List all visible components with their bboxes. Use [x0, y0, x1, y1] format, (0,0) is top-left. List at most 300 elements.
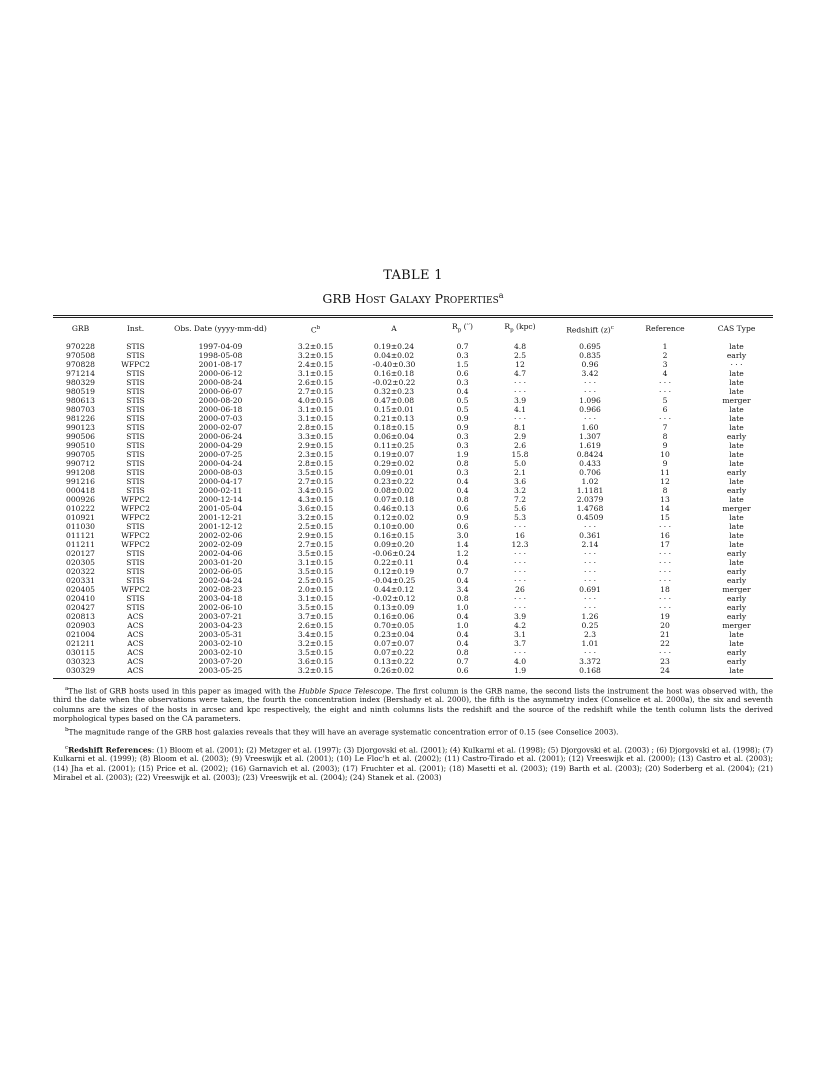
table-cell: -0.02±0.12 [372, 593, 416, 603]
table-cell: 021004 [66, 629, 95, 639]
table-cell: 3.3±0.15 [297, 431, 334, 441]
table-cell: 3.5±0.15 [297, 647, 334, 657]
note-a-mark: a [65, 685, 69, 692]
table-cell: 2000-04-24 [198, 458, 243, 468]
table-cell: STIS [126, 602, 145, 612]
table-cell: 0.3 [456, 431, 469, 441]
table-cell: 000418 [66, 485, 95, 495]
table-row [53, 666, 773, 678]
table-cell: 17 [660, 539, 670, 549]
grb-host-table [53, 318, 773, 678]
table-cell: 16 [515, 530, 525, 540]
column-header: Redshift $(z)^c$ [566, 324, 614, 335]
table-cell: 970828 [66, 359, 95, 369]
table-cell: 0.44±0.12 [373, 584, 415, 594]
table-cell: 0.9 [456, 512, 469, 522]
table-cell: 0.6 [456, 503, 469, 513]
table-row [53, 396, 773, 405]
table-cell: early [726, 656, 747, 666]
table-cell: 10 [660, 449, 670, 459]
table-row [53, 630, 773, 639]
table-cell: · · · [583, 566, 597, 576]
table-cell: 970508 [66, 350, 95, 360]
table-cell: late [729, 638, 744, 648]
table-cell: 0.4 [456, 386, 469, 396]
table-cell: STIS [126, 413, 145, 423]
table-cell: 2003-04-18 [198, 593, 243, 603]
table-cell: 0.8 [456, 494, 469, 504]
column-header: Inst. [126, 324, 145, 334]
table-cell: 3.4±0.15 [297, 629, 334, 639]
table-cell: · · · [583, 377, 597, 387]
table-cell: 1.307 [579, 431, 601, 441]
table-cell: 020331 [66, 575, 95, 585]
table-cell: 991208 [66, 467, 95, 477]
table-cell: 4.1 [513, 404, 527, 414]
table-cell: 0.9 [456, 422, 469, 432]
table-cell: 2.7±0.15 [297, 476, 334, 486]
note-a-italic: Hubble Space Telescope [298, 686, 392, 696]
note-c-text: : (1) Bloom et al. (2001); (2) Metzger et al. (1997); (3) Djorgovski et al. (2001); (4) Kulkarni et al. (1998); (5) Djorgovski et al. (2003) ; (6) Djorgovski et al. (1998); (7) Kulkarni et al. (1999); (8) Bloom et al. (2003); (9) Vreeswijk et al. (2001); (10) Le Floc'h et al. (2002); (11) Castro-Tirado et al. (2001); (12) Vreeswijk et al. (2000); (13) Castro et al. (2003); (14) Jha et al. (2001); (15) Price et al. (2002); (16) Garnavich et al. (2003); (17) Fruchter et al. (2001); (18) Masetti et al. (2003); (19) Barth et al. (2003); (20) Soderberg et al. (2004); (21) Mirabel et al. (2003); (22) Vreeswijk et al. (2003); (23) Vreeswijk et al. (2004); (24) Stanek et al. (2003) [53, 745, 774, 782]
table-cell: 2000-06-07 [198, 386, 243, 396]
table-cell: 2.0±0.15 [297, 584, 334, 594]
column-header: A [391, 324, 397, 334]
table-cell: 0.15±0.01 [373, 404, 415, 414]
table-cell: 3.2±0.15 [297, 341, 334, 351]
table-cell: STIS [126, 575, 145, 585]
table-cell: 0.96 [581, 359, 599, 369]
table-cell: late [729, 458, 744, 468]
table-cell: STIS [126, 350, 145, 360]
table-cell: 0.6 [456, 521, 469, 531]
table-cell: 0.19±0.24 [373, 341, 415, 351]
table-cell: · · · [513, 413, 527, 423]
table-cell: WFPC2 [121, 494, 150, 504]
table-cell: 4.0±0.15 [297, 395, 334, 405]
table-cell: 980613 [66, 395, 95, 405]
table-cell: 0.13±0.22 [373, 656, 415, 666]
table-cell: 3.2±0.15 [297, 638, 334, 648]
table-cell: · · · [513, 521, 527, 531]
table-cell: · · · [583, 557, 597, 567]
table-cell: 1.9 [513, 665, 527, 675]
table-cell: 22 [660, 638, 670, 648]
table-cell: early [726, 467, 747, 477]
table-cell: 0.3 [456, 440, 469, 450]
table-row [53, 414, 773, 423]
table-cell: 0.47±0.08 [373, 395, 415, 405]
table-cell: early [726, 647, 747, 657]
table-cell: · · · [658, 557, 672, 567]
table-cell: 3.9 [513, 611, 527, 621]
table-cell: 2002-04-24 [198, 575, 243, 585]
note-b-text: The magnitude range of the GRB host galaxies reveals that they will have an average systematic concentration error of 0.15 (see Conselice 2003). [68, 727, 619, 737]
table-cell: STIS [126, 593, 145, 603]
table-cell: 26 [515, 584, 525, 594]
table-cell: 990712 [66, 458, 95, 468]
table-cell: 0.3 [456, 350, 469, 360]
table-cell: 0.08±0.02 [373, 485, 415, 495]
table-cell: 2.7±0.15 [297, 386, 334, 396]
table-cell: 2 [662, 350, 668, 360]
table-cell: early [726, 611, 747, 621]
table-cell: · · · [513, 593, 527, 603]
table-cell: 0.5 [456, 404, 469, 414]
table-cell: 2002-02-06 [198, 530, 243, 540]
table-cell: 990506 [66, 431, 95, 441]
table-cell: 1.619 [579, 440, 601, 450]
table-cell: STIS [126, 557, 145, 567]
table-cell: 2003-02-10 [198, 638, 243, 648]
table-cell: 4.3±0.15 [297, 494, 334, 504]
table-caption-text: GRB Host Galaxy Properties [322, 291, 499, 307]
table-cell: 0.16±0.15 [373, 530, 415, 540]
column-header: $R_p$ (kpc) [504, 322, 536, 334]
table-cell: 2003-05-25 [198, 665, 243, 675]
table-cell: late [729, 539, 744, 549]
table-row [53, 648, 773, 657]
table-cell: -0.02±0.22 [372, 377, 416, 387]
table-cell: 7.2 [513, 494, 527, 504]
table-cell: 20 [660, 620, 670, 630]
table-cell: 980329 [66, 377, 95, 387]
table-cell: 0.23±0.04 [373, 629, 415, 639]
note-b-mark: b [65, 726, 69, 733]
table-cell: 21 [660, 629, 670, 639]
table-cell: 5.6 [513, 503, 527, 513]
table-cell: 0.22±0.11 [373, 557, 415, 567]
table-cell: · · · [658, 593, 672, 603]
table-cell: · · · [658, 575, 672, 585]
table-row [53, 549, 773, 558]
table-cell: 0.7 [456, 566, 469, 576]
column-header: Obs. Date (yyyy-mm-dd) [174, 324, 267, 334]
table-cell: 0.4 [456, 557, 469, 567]
table-row [53, 594, 773, 603]
table-cell: 0.23±0.22 [373, 476, 415, 486]
table-cell: 0.09±0.20 [373, 539, 415, 549]
table-cell: 0.29±0.02 [373, 458, 415, 468]
table-cell: WFPC2 [121, 512, 150, 522]
table-cell: late [729, 521, 744, 531]
table-cell: STIS [126, 368, 145, 378]
table-cell: late [729, 422, 744, 432]
table-cell: 3.2 [513, 485, 527, 495]
table-cell: 020427 [66, 602, 95, 612]
table-cell: 1.01 [581, 638, 599, 648]
table-cell: WFPC2 [121, 530, 150, 540]
table-row [53, 657, 773, 666]
table-cell: 2.9±0.15 [297, 440, 334, 450]
table-cell: WFPC2 [121, 539, 150, 549]
table-cell: late [729, 377, 744, 387]
table-cell: 8 [662, 485, 668, 495]
table-cell: 0.361 [579, 530, 601, 540]
table-cell: 2002-02-09 [198, 539, 243, 549]
table-cell: 980519 [66, 386, 95, 396]
table-row [53, 558, 773, 567]
table-cell: late [729, 494, 744, 504]
table-cell: 2.6±0.15 [297, 377, 334, 387]
table-cell: 2001-05-04 [198, 503, 243, 513]
table-cell: 2.8±0.15 [297, 422, 334, 432]
table-cell: 9 [662, 458, 668, 468]
table-cell: 4 [662, 368, 668, 378]
table-cell: 12 [515, 359, 525, 369]
table-cell: · · · [583, 386, 597, 396]
table-row [53, 378, 773, 387]
table-cell: 020903 [66, 620, 95, 630]
table-cell: 9 [662, 440, 668, 450]
table-cell: · · · [513, 602, 527, 612]
table-row [53, 486, 773, 495]
table-cell: 2000-06-18 [198, 404, 243, 414]
table-cell: 8 [662, 431, 668, 441]
table-cell: 2003-07-20 [198, 656, 243, 666]
table-cell: · · · [658, 566, 672, 576]
table-cell: 4.2 [513, 620, 527, 630]
table-cell: 2.6 [513, 440, 527, 450]
table-cell: 1.0 [456, 602, 469, 612]
table-row [53, 351, 773, 360]
table-cell: STIS [126, 449, 145, 459]
table-cell: 3.2±0.15 [297, 512, 334, 522]
table-cell: 3.5±0.15 [297, 467, 334, 477]
note-c [53, 744, 773, 782]
table-cell: 030323 [66, 656, 95, 666]
table-cell: STIS [126, 386, 145, 396]
table-row [53, 468, 773, 477]
table-cell: 990705 [66, 449, 95, 459]
table-cell: 0.10±0.00 [373, 521, 415, 531]
table-cell: 12.3 [511, 539, 529, 549]
table-cell: 2.5±0.15 [297, 575, 334, 585]
table-cell: 0.12±0.19 [373, 566, 415, 576]
table-cell: 1.60 [581, 422, 599, 432]
table-cell: 0.3 [456, 377, 469, 387]
table-cell: STIS [126, 476, 145, 486]
table-cell: late [729, 530, 744, 540]
table-cell: 5.0 [513, 458, 527, 468]
table-cell: 0.433 [579, 458, 601, 468]
table-row [53, 603, 773, 612]
table-cell: WFPC2 [121, 503, 150, 513]
table-cell: 2000-08-03 [198, 467, 243, 477]
table-cell: early [726, 593, 747, 603]
table-cell: 19 [660, 611, 670, 621]
table-row [53, 495, 773, 504]
table-cell: 0.12±0.02 [373, 512, 415, 522]
table-cell: 3.4±0.15 [297, 485, 334, 495]
table-cell: late [729, 386, 744, 396]
table-cell: · · · [583, 602, 597, 612]
table-cell: 2002-08-23 [198, 584, 243, 594]
table-cell: -0.40±0.30 [372, 359, 416, 369]
table-cell: STIS [126, 341, 145, 351]
table-row [53, 612, 773, 621]
bottom-rule [53, 678, 773, 679]
table-cell: STIS [126, 566, 145, 576]
table-cell: 1998-05-08 [198, 350, 243, 360]
table-cell: late [729, 512, 744, 522]
table-cell: STIS [126, 422, 145, 432]
table-row [53, 360, 773, 369]
table-cell: 2.14 [581, 539, 599, 549]
table-cell: 0.32±0.23 [373, 386, 415, 396]
table-cell: 0.26±0.02 [373, 665, 415, 675]
table-cell: 0.168 [579, 665, 601, 675]
table-cell: 3.6±0.15 [297, 656, 334, 666]
table-cell: 030115 [66, 647, 95, 657]
table-cell: late [729, 413, 744, 423]
table-cell: 11 [660, 467, 670, 477]
table-cell: 990123 [66, 422, 95, 432]
table-cell: late [729, 557, 744, 567]
table-cell: merger [722, 584, 751, 594]
table-cell: 011121 [66, 530, 95, 540]
table-cell: 15 [660, 512, 670, 522]
table-cell: 6 [662, 404, 668, 414]
table-cell: -0.06±0.24 [372, 548, 416, 558]
table-cell: · · · [658, 377, 672, 387]
table-cell: 0.06±0.04 [373, 431, 415, 441]
table-cell: 971214 [66, 368, 95, 378]
table-cell: · · · [583, 548, 597, 558]
table-cell: 000926 [66, 494, 95, 504]
table-cell: STIS [126, 440, 145, 450]
table-row [53, 621, 773, 630]
table-cell: 1.4768 [576, 503, 604, 513]
table-row [53, 567, 773, 576]
note-c-mark: c [65, 744, 69, 751]
table-cell: 981226 [66, 413, 95, 423]
table-cell: 0.4 [456, 575, 469, 585]
table-cell: 1.1181 [576, 485, 604, 495]
table-cell: 3.1±0.15 [297, 404, 334, 414]
table-cell: 3.4 [456, 584, 469, 594]
table-cell: 15.8 [511, 449, 529, 459]
table-cell: ACS [127, 629, 144, 639]
table-cell: 2003-04-23 [198, 620, 243, 630]
table-cell: 3.5±0.15 [297, 566, 334, 576]
table-cell: -0.04±0.25 [372, 575, 416, 585]
table-cell: late [729, 449, 744, 459]
table-cell: 020127 [66, 548, 95, 558]
table-cell: 2003-01-20 [198, 557, 243, 567]
table-cell: · · · [513, 647, 527, 657]
table-cell: 0.8 [456, 458, 469, 468]
table-cell: · · · [513, 386, 527, 396]
table-cell: 0.18±0.15 [373, 422, 415, 432]
table-row [53, 504, 773, 513]
table-cell: 0.8424 [576, 449, 604, 459]
table-cell: · · · [658, 548, 672, 558]
table-cell: merger [722, 503, 751, 513]
column-header: CAS Type [717, 324, 756, 334]
note-a-text-1: The list of GRB hosts used in this paper as imaged with the [68, 686, 299, 696]
table-cell: · · · [583, 413, 597, 423]
table-cell: 0.21±0.13 [373, 413, 415, 423]
table-cell: · · · [583, 647, 597, 657]
table-caption [53, 288, 773, 307]
table-cell: · · · [513, 575, 527, 585]
table-cell: 1 [662, 341, 668, 351]
table-cell: 12 [660, 476, 670, 486]
table-cell: STIS [126, 404, 145, 414]
table-row [53, 576, 773, 585]
table-cell: 2000-08-20 [198, 395, 243, 405]
table-row [53, 387, 773, 396]
table-cell: 980703 [66, 404, 95, 414]
table-cell: · · · [658, 386, 672, 396]
table-cell: 2.3 [583, 629, 597, 639]
table-cell: 2.8±0.15 [297, 458, 334, 468]
table-cell: 3.5±0.15 [297, 602, 334, 612]
table-cell: 2.6±0.15 [297, 620, 334, 630]
table-cell: ACS [127, 620, 144, 630]
table-cell: merger [722, 620, 751, 630]
table-cell: 3.1±0.15 [297, 593, 334, 603]
table-cell: · · · [730, 359, 743, 369]
table-cell: 0.04±0.02 [373, 350, 415, 360]
table-row [53, 540, 773, 549]
table-cell: early [726, 575, 747, 585]
table-cell: 3.42 [581, 368, 599, 378]
table-cell: ACS [127, 656, 144, 666]
table-cell: · · · [513, 548, 527, 558]
table-cell: 0.8 [456, 647, 469, 657]
table-cell: 5.3 [513, 512, 527, 522]
table-cell: · · · [658, 521, 672, 531]
table-cell: 0.19±0.07 [373, 449, 415, 459]
table-cell: 0.16±0.06 [373, 611, 415, 621]
table-cell: late [729, 476, 744, 486]
table-cell: · · · [513, 377, 527, 387]
table-cell: · · · [583, 521, 597, 531]
table-cell: · · · [583, 575, 597, 585]
table-cell: early [726, 350, 747, 360]
table-cell: 0.7 [456, 656, 469, 666]
table-cell: 0.07±0.22 [373, 647, 415, 657]
table-cell: 2.5±0.15 [297, 521, 334, 531]
table-cell: STIS [126, 467, 145, 477]
table-cell: 0.966 [579, 404, 601, 414]
table-cell: 1.5 [456, 359, 469, 369]
table-cell: early [726, 566, 747, 576]
table-cell: 020813 [66, 611, 95, 621]
table-cell: late [729, 665, 744, 675]
table-cell: 010921 [66, 512, 95, 522]
table-cell: STIS [126, 521, 145, 531]
table-cell: 0.695 [579, 341, 601, 351]
table-cell: 0.6 [456, 368, 469, 378]
table-cell: late [729, 404, 744, 414]
table-row [53, 441, 773, 450]
table-cell: ACS [127, 647, 144, 657]
table-row [53, 639, 773, 648]
table-cell: · · · [513, 557, 527, 567]
table-cell: 1.4 [456, 539, 469, 549]
table-cell: 0.4 [456, 629, 469, 639]
table-row [53, 585, 773, 594]
table-cell: 2.0379 [576, 494, 604, 504]
table-cell: 1.26 [581, 611, 599, 621]
table-cell: 2001-12-21 [198, 512, 243, 522]
table-cell: 7 [662, 422, 668, 432]
table-cell: · · · [658, 647, 672, 657]
table-cell: 0.13±0.09 [373, 602, 415, 612]
table-cell: 2000-02-07 [198, 422, 243, 432]
